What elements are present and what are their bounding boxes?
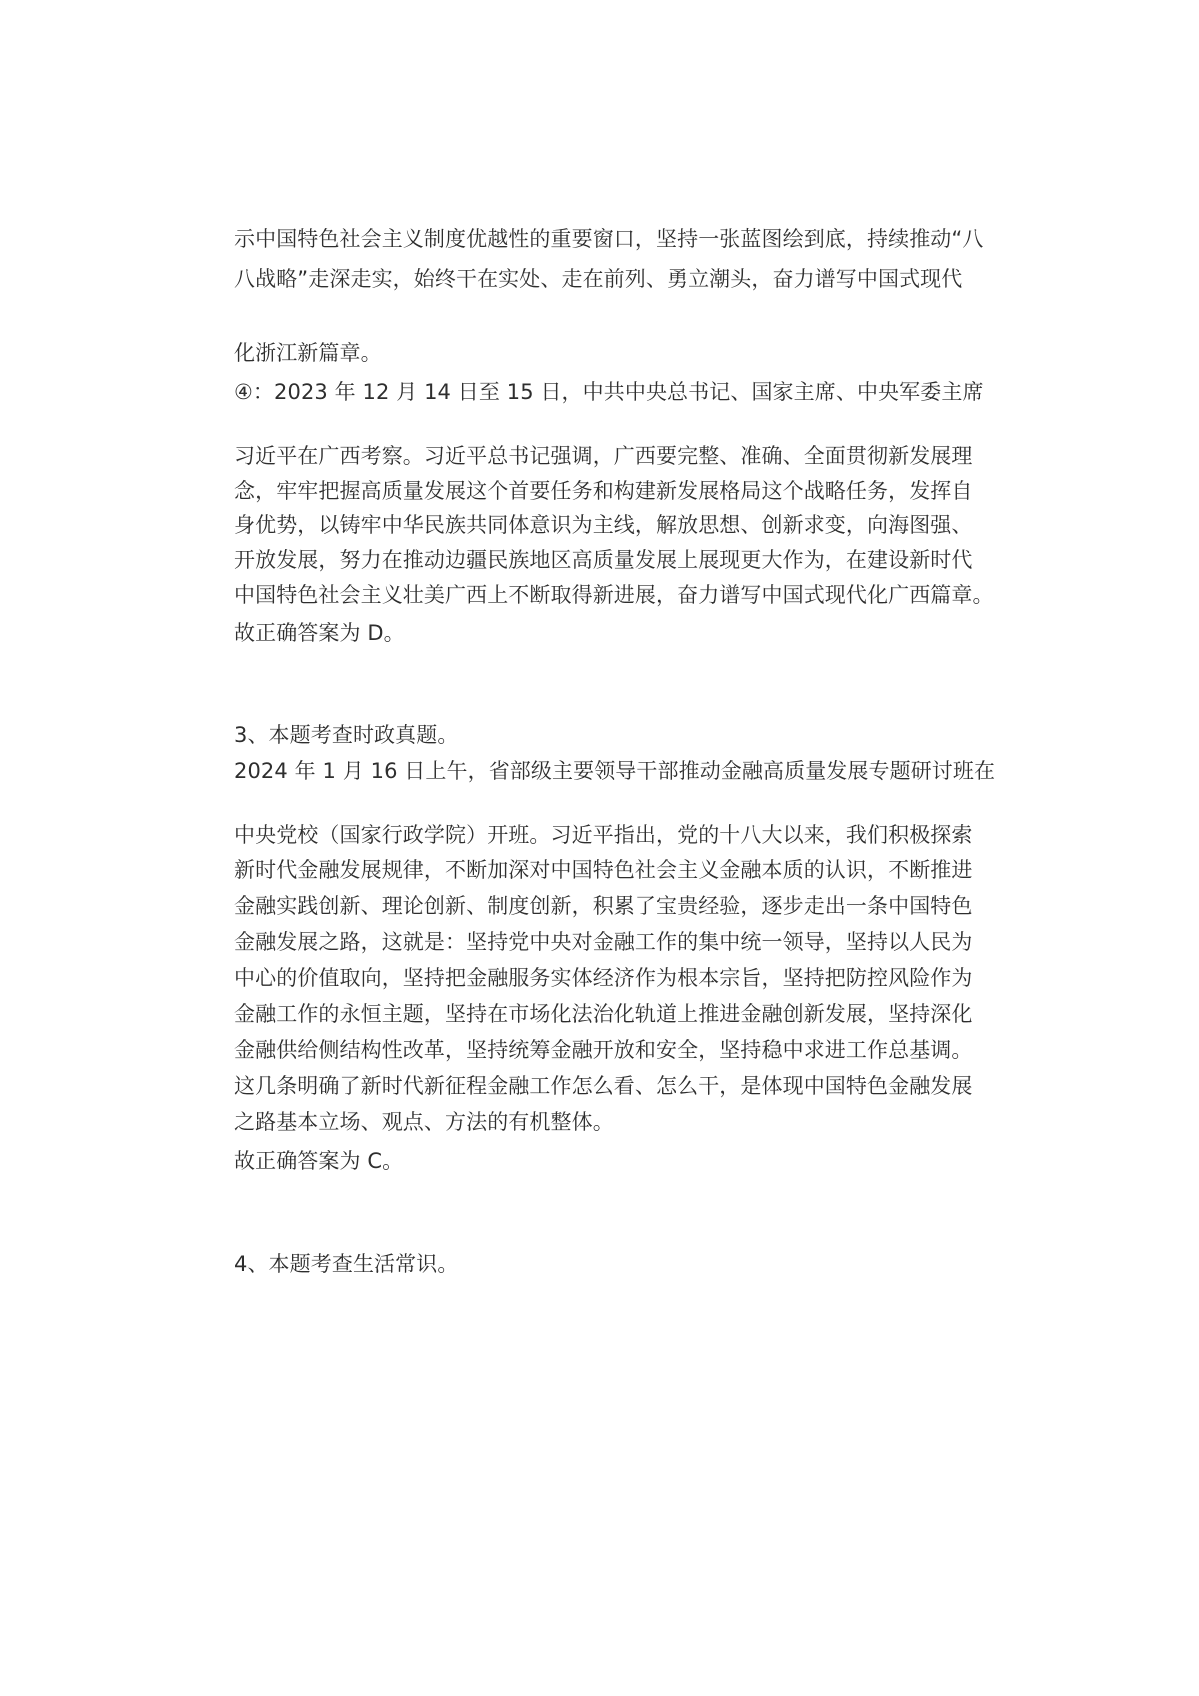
answer-line: 故正确答案为 D。 xyxy=(234,621,405,645)
text-line: 化浙江新篇章。 xyxy=(234,341,382,365)
text-line: 新时代金融发展规律，不断加深对中国特色社会主义金融本质的认识，不断推进 xyxy=(234,858,973,882)
text-line: 习近平在广西考察。习近平总书记强调，广西要完整、准确、全面贯彻新发展理 xyxy=(234,444,973,468)
text-line: 这几条明确了新时代新征程金融工作怎么看、怎么干，是体现中国特色金融发展 xyxy=(234,1074,973,1098)
text-line: 八战略”走深走实，始终干在实处、走在前列、勇立潮头，奋力谱写中国式现代 xyxy=(234,267,963,291)
text-line: 中心的价值取向，坚持把金融服务实体经济作为根本宗旨，坚持把防控风险作为 xyxy=(234,966,973,990)
question-title: 3、本题考查时政真题。 xyxy=(234,723,459,747)
text-line: 金融供给侧结构性改革，坚持统筹金融开放和安全，坚持稳中求进工作总基调。 xyxy=(234,1038,973,1062)
question-title: 4、本题考查生活常识。 xyxy=(234,1252,459,1276)
answer-line: 故正确答案为 C。 xyxy=(234,1149,404,1173)
text-line: 2024 年 1 月 16 日上午，省部级主要领导干部推动金融高质量发展专题研讨班在 xyxy=(234,759,996,783)
text-line: 之路基本立场、观点、方法的有机整体。 xyxy=(234,1110,614,1134)
text-line: 中国特色社会主义壮美广西上不断取得新进展，奋力谱写中国式现代化广西篇章。 xyxy=(234,583,994,607)
text-line: 中央党校（国家行政学院）开班。习近平指出，党的十八大以来，我们积极探索 xyxy=(234,823,973,847)
text-line: 金融发展之路，这就是：坚持党中央对金融工作的集中统一领导，坚持以人民为 xyxy=(234,930,973,954)
text-line: 身优势，以铸牢中华民族共同体意识为主线，解放思想、创新求变，向海图强、 xyxy=(234,513,973,537)
text-line: 开放发展，努力在推动边疆民族地区高质量发展上展现更大作为，在建设新时代 xyxy=(234,548,973,572)
text-line: 金融实践创新、理论创新、制度创新，积累了宝贵经验，逐步走出一条中国特色 xyxy=(234,894,973,918)
text-line: 金融工作的永恒主题，坚持在市场化法治化轨道上推进金融创新发展，坚持深化 xyxy=(234,1002,973,1026)
text-line: ④：2023 年 12 月 14 日至 15 日，中共中央总书记、国家主席、中央军委主席 xyxy=(234,380,984,404)
text-line: 念，牢牢把握高质量发展这个首要任务和构建新发展格局这个战略任务，发挥自 xyxy=(234,479,973,503)
text-line: 示中国特色社会主义制度优越性的重要窗口，坚持一张蓝图绘到底，持续推动“八 xyxy=(234,227,984,251)
